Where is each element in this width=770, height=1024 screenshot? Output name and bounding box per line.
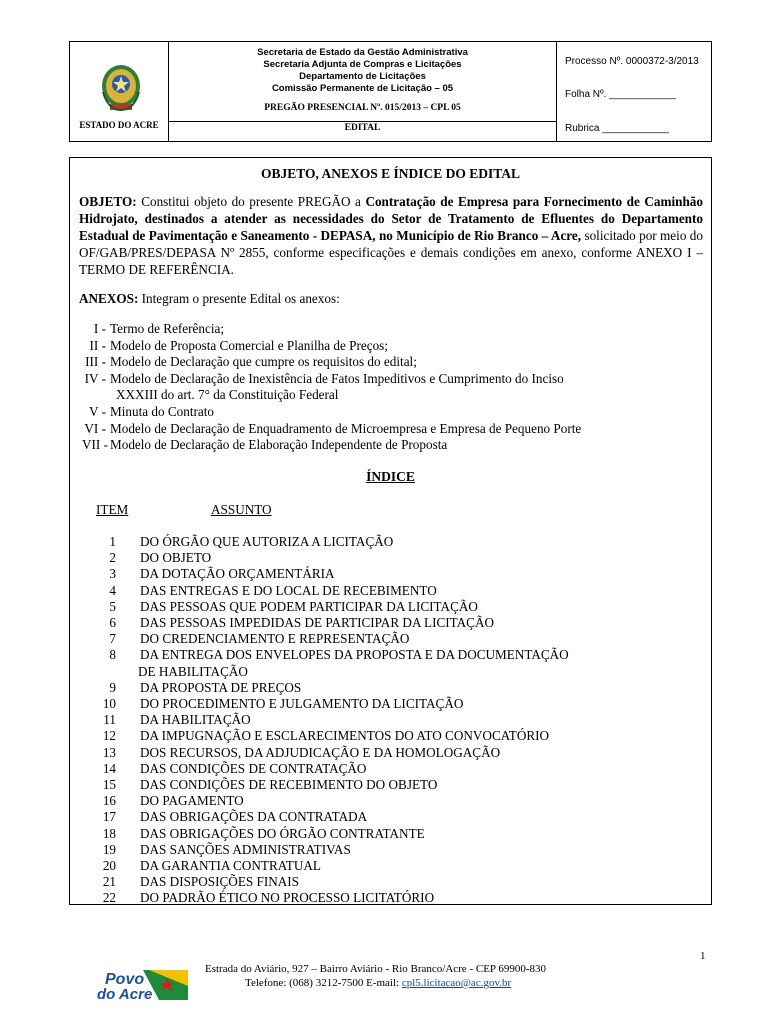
annex-item: I - Termo de Referência;: [93, 321, 225, 336]
crest-cell: [70, 42, 169, 141]
annex-item: II - Modelo de Proposta Comercial e Planilha de Preços;: [89, 337, 388, 353]
indice-title: ÍNDICE: [366, 469, 415, 484]
agency-line: Comissão Permanente de Licitação – 05: [271, 83, 454, 94]
index-row-continuation: DE HABILITAÇÃO: [138, 663, 248, 679]
folha-field: Folha Nº. ____________: [565, 89, 676, 100]
header-divider: [169, 121, 556, 122]
annex-item: VI - Modelo de Declaração de Enquadramento de Microempresa e Empresa de Pequeno Porte: [84, 420, 582, 436]
state-label: ESTADO DO ACRE: [79, 120, 159, 130]
index-row: 6 DAS PESSOAS IMPEDIDAS DE PARTICIPAR DA LICITAÇÃO: [109, 615, 495, 631]
index-row: 2 DO OBJETO: [109, 550, 212, 566]
index-row: 9 DA PROPOSTA DE PREÇOS: [109, 679, 302, 695]
agency-cell: [169, 42, 557, 141]
objeto-paragraph: [79, 193, 703, 278]
agency-line: Secretaria Adjunta de Compras e Licitações: [263, 59, 462, 70]
index-row: 11 DA HABILITAÇÃO: [103, 712, 251, 728]
acre-coat-of-arms-icon: [100, 62, 142, 114]
index-row: 14 DAS CONDIÇÕES DE CONTRATAÇÃO: [102, 760, 367, 776]
footer-email-link[interactable]: cpl5.licitacao@ac.gov.br: [401, 977, 512, 989]
index-row: 5 DAS PESSOAS QUE PODEM PARTICIPAR DA LICITAÇÃO: [109, 598, 478, 614]
process-cell: [557, 42, 711, 141]
index-row: 20 DA GARANTIA CONTRATUAL: [102, 858, 321, 874]
rubrica-field: Rubrica ____________: [565, 123, 669, 134]
index-row: 16 DO PAGAMENTO: [102, 793, 244, 809]
index-row: 1 DO ÓRGÃO QUE AUTORIZA A LICITAÇÃO: [109, 534, 394, 549]
anexos-paragraph: [79, 291, 340, 307]
agency-line: Departamento de Licitações: [299, 71, 426, 82]
column-header-assunto: ASSUNTO: [211, 502, 272, 517]
index-list: [94, 534, 694, 907]
annex-item: IV - Modelo de Declaração de Inexistência de Fatos Impeditivos e Cumprimento do Inciso: [84, 370, 564, 386]
edital-label: EDITAL: [344, 123, 381, 133]
povo-do-acre-logo: [95, 966, 190, 1006]
processo-number: Processo Nº. 0000372-3/2013: [565, 56, 699, 67]
footer-contact: [245, 977, 511, 989]
document-header: [69, 41, 712, 142]
objeto-text: Constitui objeto do presente PREGÃO a: [136, 194, 366, 209]
footer-address: Estrada do Aviário, 927 – Bairro Aviário - Rio Branco/Acre - CEP 69900-830: [205, 963, 547, 975]
index-row: 22 DO PADRÃO ÉTICO NO PROCESSO LICITATÓRIO: [102, 890, 435, 906]
anexos-text: Integram o presente Edital os anexos:: [138, 291, 340, 306]
svg-text:do Acre: do Acre: [97, 986, 153, 1003]
section-title: OBJETO, ANEXOS E ÍNDICE DO EDITAL: [260, 166, 521, 181]
objeto-label: OBJETO:: [79, 194, 137, 209]
annex-item: III - Modelo de Declaração que cumpre os requisitos do edital;: [85, 354, 417, 370]
annex-item-continuation: XXXIII do art. 7° da Constituição Federal: [116, 387, 339, 403]
index-row: 12 DA IMPUGNAÇÃO E ESCLARECIMENTOS DO ATO CONVOCATÓRIO: [102, 728, 550, 744]
index-row: 4 DAS ENTREGAS E DO LOCAL DE RECEBIMENTO: [109, 582, 437, 598]
footer-phone: Telefone: (068) 3212-7500 E-mail:: [245, 977, 402, 989]
edital-index-box: [69, 157, 712, 905]
index-row: 18 DAS OBRIGAÇÕES DO ÓRGÃO CONTRATANTE: [102, 825, 425, 841]
objeto-bold-text: Contratação de Empresa para Fornecimento de Caminhão Hidrojato, destinados a atender as necessidades do Setor de Tratamento de Efluentes do Departamento Estadual de Pavimentação e Saneamento - DEPASA, no Município de Rio Branco – Acre,: [79, 194, 703, 243]
index-row: 3 DA DOTAÇÃO ORÇAMENTÁRIA: [109, 566, 335, 582]
agency-line: Secretaria de Estado da Gestão Administrativa: [257, 47, 468, 58]
page-number: 1: [700, 950, 706, 962]
column-header-item: ITEM: [96, 502, 129, 517]
agency-lines: [169, 47, 556, 95]
index-row: 7 DO CREDENCIAMENTO E REPRESENTAÇÃO: [109, 631, 410, 647]
annex-list: [82, 321, 702, 454]
anexos-label: ANEXOS:: [79, 291, 139, 306]
annex-item: V - Minuta do Contrato: [89, 403, 215, 419]
index-row: 21 DAS DISPOSIÇÕES FINAIS: [102, 874, 300, 890]
svg-text:Povo: Povo: [105, 971, 145, 988]
annex-item: VII - Modelo de Declaração de Elaboração Independente de Proposta: [82, 437, 448, 453]
objeto-text-end: solicitado por meio do OF/GAB/PRES/DEPASA Nº 2855, conforme especificações e demais condições em anexo, conforme ANEXO I – TERMO DE REFERÊNCIA.: [79, 228, 703, 277]
index-row: 17 DAS OBRIGAÇÕES DA CONTRATADA: [102, 809, 368, 825]
index-row: 19 DAS SANÇÕES ADMINISTRATIVAS: [102, 841, 351, 857]
index-row: 13 DOS RECURSOS, DA ADJUDICAÇÃO E DA HOMOLOGAÇÃO: [102, 744, 501, 760]
index-row: 15 DAS CONDIÇÕES DE RECEBIMENTO DO OBJETO: [102, 777, 438, 793]
index-row: 10 DO PROCEDIMENTO E JULGAMENTO DA LICITAÇÃO: [102, 696, 464, 712]
pregao-number: PREGÃO PRESENCIAL Nº. 015/2013 – CPL 05: [264, 103, 461, 113]
index-row: 8 DA ENTREGA DOS ENVELOPES DA PROPOSTA E DA DOCUMENTAÇÃO: [109, 647, 569, 663]
